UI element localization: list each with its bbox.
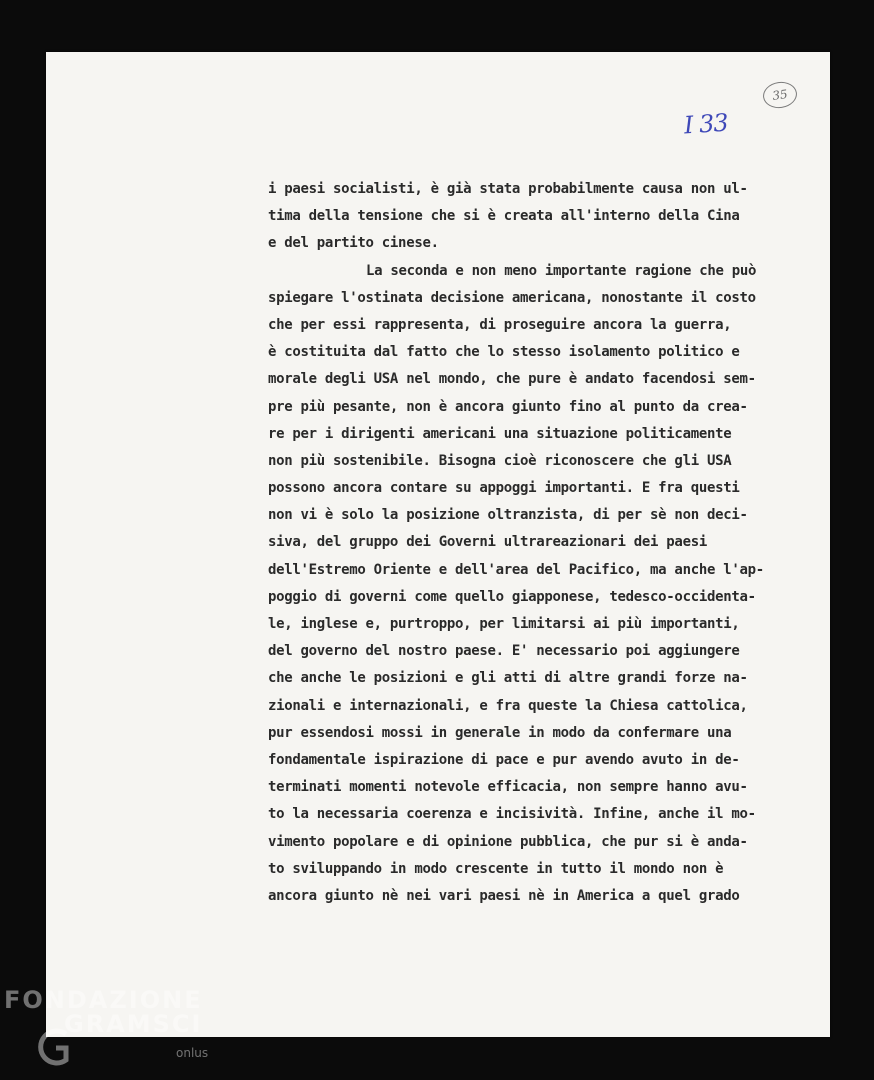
archive-page-number: 35 [761, 80, 798, 110]
typed-text-body [268, 176, 828, 910]
text-line: non più sostenibile. Bisogna cioè riconoscere che gli USA [268, 452, 732, 469]
watermark-line-3: onlus [176, 1046, 209, 1060]
text-line: del governo del nostro paese. E' necessario poi aggiungere [268, 643, 740, 660]
text-line: le, inglese e, purtroppo, per limitarsi ai più importanti, [268, 616, 740, 632]
text-line: è costituita dal fatto che lo stesso isolamento politico e [268, 344, 740, 361]
text-line: tima della tensione che si è creata all'interno della Cina [268, 208, 740, 225]
text-line: terminati momenti notevole efficacia, non sempre hanno avu- [268, 779, 748, 796]
watermark-line-2: GRAMSCI [64, 1010, 203, 1038]
text-line: to la necessaria coerenza e incisività. Infine, anche il mo- [268, 806, 756, 823]
text-line: ancora giunto nè nei vari paesi nè in America a quel grado [268, 887, 740, 904]
text-line: morale degli USA nel mondo, che pure è andato facendosi sem- [268, 371, 756, 388]
text-line: pur essendosi mossi in generale in modo da confermare una [268, 724, 732, 741]
text-line: pre più pesante, non è ancora giunto fino al punto da crea- [268, 398, 748, 415]
text-line: re per i dirigenti americani una situazione politicamente [268, 425, 732, 442]
text-line: dell'Estremo Oriente e dell'area del Pacifico, ma anche l'ap- [268, 561, 764, 578]
text-line: e del partito cinese. [268, 235, 439, 252]
text-line: non vi è solo la posizione oltranzista, di per sè non deci- [268, 507, 748, 524]
handwritten-annotation: I 33 [683, 108, 729, 140]
text-line: poggio di governi come quello giapponese, tedesco-occidenta- [268, 588, 756, 605]
fondazione-gramsci-watermark [4, 986, 224, 1076]
text-line: siva, del gruppo dei Governi ultrareazionari dei paesi [268, 534, 707, 551]
text-line: fondamentale ispirazione di pace e pur avendo avuto in de- [268, 751, 740, 768]
text-line: i paesi socialisti, è già stata probabilmente causa non ul- [268, 181, 748, 197]
text-line-paragraph-start: La seconda e non meno importante ragione che può [366, 262, 757, 279]
text-line: che anche le posizioni e gli atti di altre grandi forze na- [268, 670, 748, 687]
text-line: to sviluppando in modo crescente in tutto il mondo non è [268, 860, 724, 877]
text-line: vimento popolare e di opinione pubblica, che pur si è anda- [268, 833, 748, 850]
document-page [46, 52, 830, 1037]
text-line: zionali e internazionali, e fra queste la Chiesa cattolica, [268, 697, 748, 714]
text-line: possono ancora contare su appoggi importanti. E fra questi [268, 480, 740, 497]
watermark-line-1: FONDAZIONE [4, 986, 203, 1014]
text-line: che per essi rappresenta, di proseguire ancora la guerra, [268, 316, 732, 333]
text-line: spiegare l'ostinata decisione americana, nonostante il costo [268, 289, 756, 306]
